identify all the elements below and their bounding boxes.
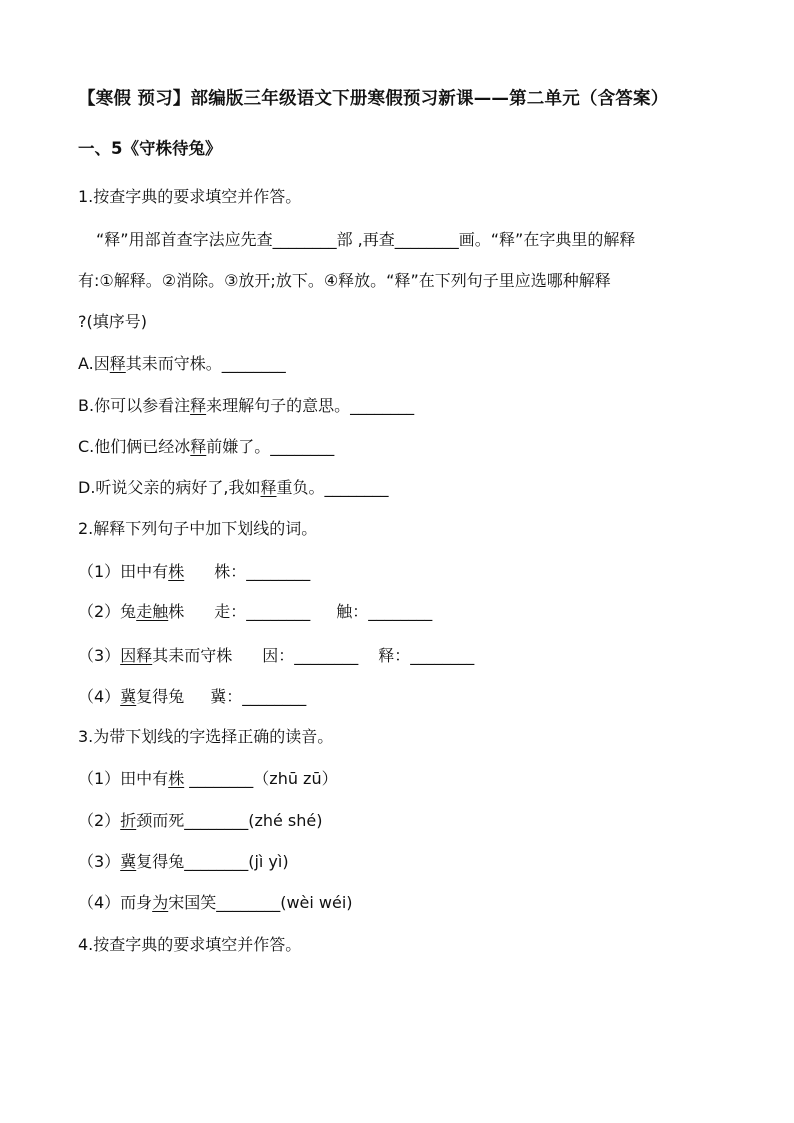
question-3-item-1 <box>78 768 338 790</box>
question-2-prompt: 2.解释下列句子中加下划线的词。 <box>78 519 318 538</box>
question-3-item-2 <box>78 810 322 832</box>
question-3-prompt: 3.为带下划线的字选择正确的读音。 <box>78 727 334 746</box>
option-c-text: C.他们俩已经冰 <box>78 437 191 456</box>
q2-item-2-blank-a: 走：________ <box>214 602 311 621</box>
question-2-item-4 <box>78 686 306 708</box>
question-1-line-3: ?(填序号) <box>78 312 147 331</box>
q2-item-3-blank-a: 因：________ <box>262 646 359 665</box>
q3-item-2-text: （2） <box>78 811 121 830</box>
q2-item-1-text: （1）田中有 <box>78 562 169 581</box>
option-b-underlined: 释 <box>190 396 207 415</box>
option-c-blank: 前嫌了。________ <box>206 437 335 456</box>
option-d-underlined: 释 <box>260 478 277 497</box>
q2-item-2-rest: 株 <box>168 602 185 621</box>
q2-item-2-text: （2）兔 <box>78 602 137 621</box>
q2-item-3-rest: 其耒而守株 <box>152 646 233 665</box>
option-d-text: D.听说父亲的病好了,我如 <box>78 478 261 497</box>
option-d-blank: 重负。________ <box>276 478 389 497</box>
q3-item-1-underlined: 株 <box>168 769 185 788</box>
q3-item-2-underlined: 折 <box>120 811 137 830</box>
question-1-option-c <box>78 436 334 458</box>
option-b-blank: 来理解句子的意思。________ <box>206 396 415 415</box>
q3-item-2-blank: 颈而死________(zhé shé) <box>136 811 323 830</box>
q3-item-4-underlined: 为 <box>152 893 169 912</box>
section-heading: 一、5《守株待兔》 <box>78 139 222 158</box>
question-2-item-1 <box>78 561 310 583</box>
q2-item-4-blank: 冀：________ <box>210 687 307 706</box>
q3-item-3-underlined: 冀 <box>120 852 137 871</box>
option-a-blank: 其耒而守株。________ <box>125 354 286 373</box>
q2-item-2-underlined: 走触 <box>136 602 169 621</box>
q2-item-1-underlined: 株 <box>168 562 185 581</box>
question-1-option-b <box>78 395 414 417</box>
q2-item-3-blank-b: 释：________ <box>378 646 475 665</box>
question-1-line-1: “释”用部首查字法应先查________部 ,再查________画。“释”在字典里的解释 <box>96 230 636 249</box>
q2-item-4-underlined: 冀 <box>120 687 137 706</box>
q3-item-1-text: （1）田中有 <box>78 769 169 788</box>
q2-item-3-text: （3） <box>78 646 121 665</box>
question-3-item-4 <box>78 892 353 914</box>
q3-item-4-blank: 宋国笑________(wèi wéi) <box>168 893 353 912</box>
question-1-option-d <box>78 477 389 499</box>
question-4-prompt: 4.按查字典的要求填空并作答。 <box>78 935 302 954</box>
q2-item-3-underlined: 因释 <box>120 646 153 665</box>
option-b-text: B.你可以参看注 <box>78 396 191 415</box>
question-1-line-2: 有:①解释。②消除。③放开;放下。④释放。“释”在下列句子里应选哪种解释 <box>78 271 611 290</box>
question-3-item-3 <box>78 851 289 873</box>
q2-item-1-blank: 株：________ <box>214 562 311 581</box>
option-c-underlined: 释 <box>190 437 207 456</box>
q2-item-2-blank-b: 触：________ <box>336 602 433 621</box>
question-1-option-a <box>78 353 286 375</box>
q3-item-3-blank: 复得兔________(jì yì) <box>136 852 289 871</box>
q3-item-4-text: （4）而身 <box>78 893 153 912</box>
q3-item-1-blank: ________（zhū zū） <box>184 769 338 788</box>
option-a-text: A.因 <box>78 354 110 373</box>
question-2-item-2 <box>78 601 432 623</box>
q3-item-3-text: （3） <box>78 852 121 871</box>
document-title: 【寒假 预习】部编版三年级语文下册寒假预习新课——第二单元（含答案） <box>78 89 669 109</box>
option-a-underlined: 释 <box>109 354 126 373</box>
q2-item-4-rest: 复得兔 <box>136 687 185 706</box>
q2-item-4-text: （4） <box>78 687 121 706</box>
question-1-prompt: 1.按查字典的要求填空并作答。 <box>78 187 302 206</box>
question-2-item-3 <box>78 645 474 667</box>
